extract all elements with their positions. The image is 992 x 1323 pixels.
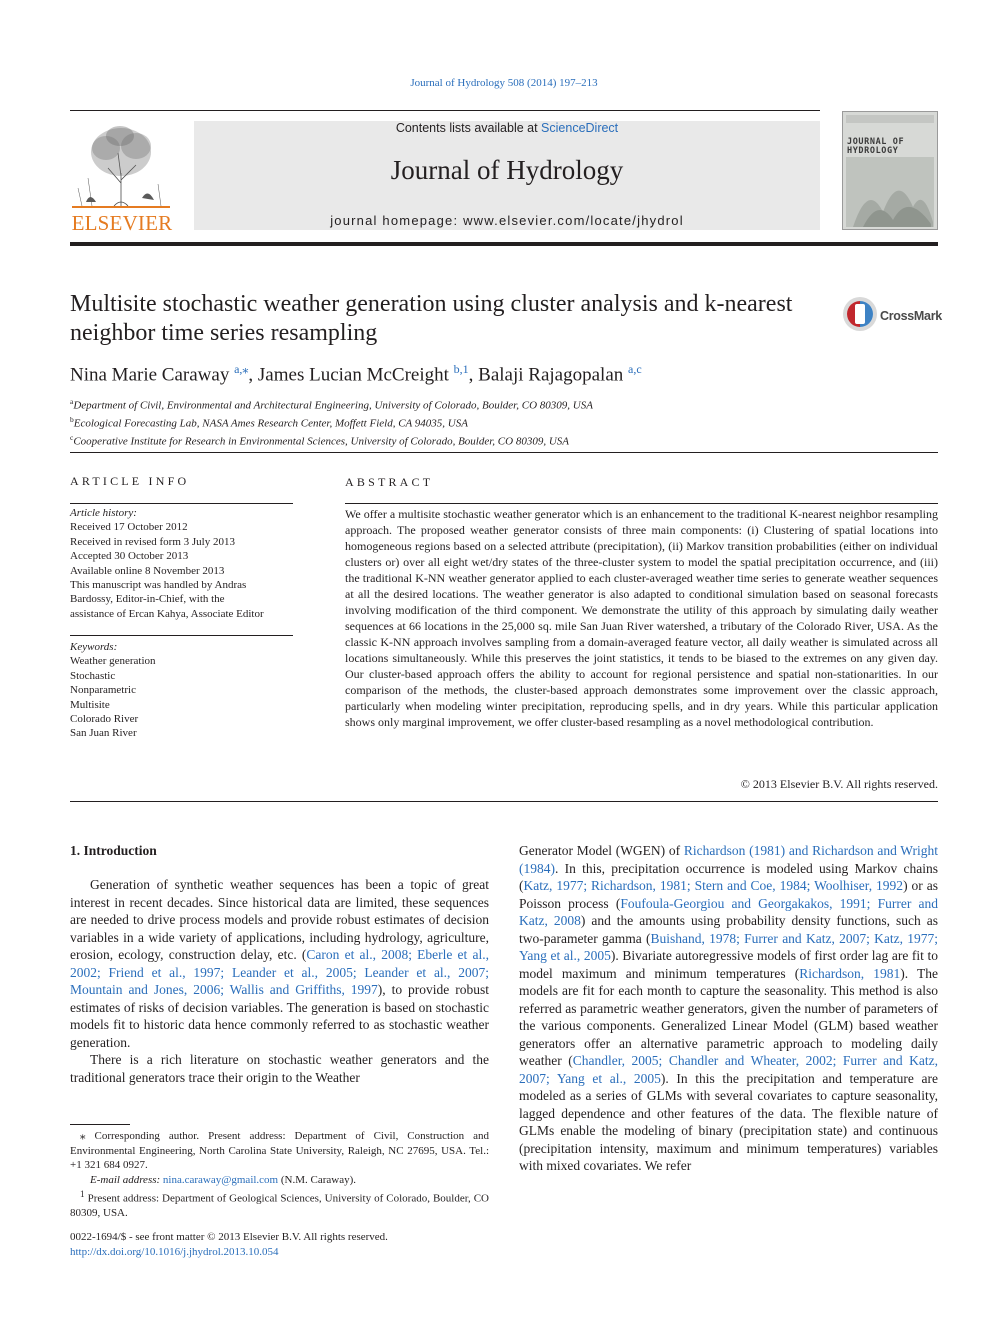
- affiliation-mark: b: [70, 415, 74, 425]
- sciencedirect-link[interactable]: ScienceDirect: [541, 121, 619, 135]
- article-title: Multisite stochastic weather generation using cluster analysis and k-nearest neighbor time series resampling: [70, 291, 793, 346]
- affiliation-item: [70, 395, 930, 413]
- citation-link[interactable]: Foufoula-Georgiou and Georgakakos, 1991; Furrer and Katz, 2008: [519, 895, 939, 928]
- keyword-item: Stochastic: [70, 669, 116, 682]
- cover-art-icon: [843, 112, 938, 230]
- crossmark-icon: [842, 296, 878, 332]
- author-separator: ,: [468, 364, 479, 386]
- keyword-item: San Juan River: [70, 727, 137, 740]
- footnote-corresponding: [70, 1129, 489, 1173]
- issn-line: 0022-1694/$ - see front matter © 2013 Elsevier B.V. All rights reserved.: [70, 1231, 388, 1243]
- keywords-label: Keywords:: [70, 641, 118, 653]
- citation-link[interactable]: Chandler, 2005; Chandler and Wheater, 2002; Furrer and Katz, 2007; Yang et al., 2005: [519, 1053, 938, 1086]
- footnote-text: Corresponding author. Present address: Department of Civil, Construction and Environmental Engineering, North Carolina State University, Raleigh, NC 27695, USA. Tel.: +1 321 684 0927.: [70, 1130, 490, 1171]
- article-info-rule: [70, 503, 293, 504]
- body-text: ), to provide robust estimates of risks of decision variables. The generation is based on stochastic models fit to historic data hence commonly referred to as stochastic weather generation.: [70, 982, 489, 1050]
- footnote-text: Present address: Department of Geological Sciences, University of Colorado, Boulder, CO 80309, USA.: [70, 1192, 490, 1220]
- header-rule: [70, 110, 820, 111]
- author-marks[interactable]: a,⁎: [234, 362, 249, 376]
- body-text: Generation of synthetic weather sequences has been a topic of great interest in recent decades. Since historical data are limited, these sequences are needed to drive process models and provide robust estimates of decision variables in a wide variety of applications, including hydrology, agriculture, erosion, ecology, construction delay, etc. (: [70, 877, 489, 962]
- body-text: ). Bivariate autoregressive models of first order lag are fit to model maximum and minimum temperatures (: [519, 948, 938, 981]
- footnote-mark: 1: [80, 1189, 85, 1199]
- affiliations: [70, 395, 930, 449]
- email-label: E-mail address:: [90, 1173, 161, 1186]
- footnote-1: [70, 1187, 489, 1221]
- cover-title: JOURNAL OF HYDROLOGY: [847, 137, 905, 156]
- intro-right-column: [519, 842, 938, 1175]
- citation-link[interactable]: Caron et al., 2008; Eberle et al., 2002; Friend et al., 1997; Leander et al., 2005; Leander et al., 2007; Mountain and Jones, 2006; Wallis and Griffiths, 1997: [70, 947, 489, 997]
- author-name[interactable]: Nina Marie Caraway: [70, 364, 230, 386]
- journal-citation-link[interactable]: Journal of Hydrology 508 (2014) 197–213: [410, 77, 598, 89]
- email-owner: (N.M. Caraway).: [280, 1173, 357, 1186]
- affiliation-text: Department of Civil, Environmental and Architectural Engineering, University of Colorado, Boulder, CO 80309, USA: [73, 399, 593, 412]
- section-rule: [70, 452, 938, 453]
- author-list: [70, 362, 930, 386]
- footnote-email: [70, 1173, 489, 1188]
- history-line: Received 17 October 2012: [70, 521, 188, 534]
- contents-line: [194, 121, 820, 135]
- author-name[interactable]: James Lucian McCreight: [257, 364, 449, 386]
- affiliation-mark: a: [70, 397, 74, 406]
- email-link[interactable]: nina.caraway@gmail.com: [162, 1173, 279, 1186]
- footnote-rule: [70, 1124, 130, 1125]
- history-line: assistance of Ercan Kahya, Associate Editor: [70, 607, 264, 620]
- body-rule: [70, 801, 938, 802]
- body-text: ). The models are fit for each month to capture the seasonality. This method is also referred as parametric weather generators, given the number of parameters of the various components. Generalized Linear Model (GLM) based weather generators offer an alternative parametric approach to modeling daily weather (: [519, 965, 938, 1068]
- author-name[interactable]: Balaji Rajagopalan: [478, 364, 624, 386]
- keywords-rule: [70, 635, 293, 636]
- author-separator: ,: [248, 364, 258, 386]
- abstract-copyright: © 2013 Elsevier B.V. All rights reserved.: [740, 777, 938, 791]
- bottom-meta: [70, 1230, 570, 1259]
- body-text: Generator Model (WGEN) of: [519, 843, 684, 858]
- history-line: Received in revised form 3 July 2013: [70, 535, 235, 548]
- body-text: ). In this the precipitation and temperature are modeled as a series of GLMs with several covariates to capture seasonality, lagged dependence and other features of the data. The flexible nature of GLMs enable the modeling of binary (precipitation state) and continuous (precipitation intensity, maximum and minimum temperatures) variables with mixed covariates. We refer: [519, 1070, 939, 1173]
- history-label: Article history:: [70, 507, 137, 519]
- author-marks[interactable]: b,1: [453, 362, 469, 376]
- intro-paragraph: There is a rich literature on stochastic weather generators and the traditional generators trace their origin to the Weather: [70, 1052, 489, 1085]
- keyword-item: Nonparametric: [70, 684, 136, 697]
- keyword-item: Weather generation: [70, 655, 156, 668]
- affiliation-item: [70, 413, 930, 431]
- intro-left-column: [70, 876, 489, 1086]
- keyword-item: Multisite: [70, 698, 110, 711]
- affiliation-text: Ecological Forecasting Lab, NASA Ames Research Center, Moffett Field, CA 94035, USA: [73, 417, 468, 430]
- section-heading-introduction: 1. Introduction: [70, 843, 157, 858]
- crossmark-label: CrossMark: [880, 309, 942, 323]
- elsevier-logo[interactable]: [68, 118, 174, 235]
- footnotes: [70, 1129, 489, 1221]
- citation-link[interactable]: Katz, 1977; Richardson, 1981; Stern and Coe, 1984; Woolhiser, 1992: [523, 878, 904, 893]
- doi-link[interactable]: http://dx.doi.org/10.1016/j.jhydrol.2013.10.054: [70, 1245, 279, 1258]
- article-info-heading: ARTICLE INFO: [70, 474, 190, 488]
- author-marks[interactable]: a,c: [628, 362, 642, 376]
- citation-link[interactable]: Buishand, 1978; Furrer and Katz, 2007; Katz, 1977; Yang et al., 2005: [519, 930, 939, 963]
- body-text: ) or as Poisson process (: [519, 878, 938, 911]
- affiliation-mark: c: [70, 433, 74, 443]
- abstract-text: We offer a multisite stochastic weather generator which is an enhancement to the traditional K-nearest neighbor resampling approach. The proposed weather generator consists of three main components: (i) Clustering of spatial locations into homogeneous regions based on a selected attribute (precipitation), (ii) Markov transition probabilities (either on individual clusters or) over all eight wet/dry states of the three-cluster system to model the spatial precipitation occurrence, and (iii) the traditional K-NN weather generator applied to each cluster-averaged weather time series to generate weather sequences at all the desired locations. The weather generator is also adapted to conditional simulation based on seasonal forecasts involving modification of the third component. We demonstrate the utility of this approach by simulating daily weather sequences at 66 locations in the 25,000 sq. mile San Juan River watershed, a tributary of the Colorado River, USA. As the classic K-NN approach involves sampling from a domain-averaged feature vector, all daily weather is simulated across all locations simultaneously. While this preserves the joint statistics, it tends to be biased to the extremes on any given day. Our cluster-based approach offers the ability to account for regional persistence and spatial non-stationarities. In our comparison of the methods, the cluster-based approach demonstrates some improvement over the classic approach, particularly when modeling winter precipitation, reproducing spells, and in dry years. While this particular application shows only marginal improvement, we offer cluster-based resampling as a novel methodological contribution.: [345, 507, 938, 729]
- abstract-heading: ABSTRACT: [345, 475, 434, 489]
- journal-title[interactable]: Journal of Hydrology: [390, 155, 624, 185]
- journal-homepage[interactable]: journal homepage: www.elsevier.com/locate/jhydrol: [330, 213, 684, 228]
- history-line: Accepted 30 October 2013: [70, 550, 189, 563]
- footnote-mark: ⁎: [80, 1130, 86, 1142]
- elsevier-wordmark: ELSEVIER: [71, 211, 173, 235]
- header-thick-rule: [70, 242, 938, 246]
- body-text: . In this, precipitation occurrence is modeled using Markov chains (: [519, 860, 938, 893]
- journal-cover-thumbnail[interactable]: [842, 111, 938, 230]
- keywords: [70, 640, 300, 741]
- citation-link[interactable]: Richardson, 1981: [799, 965, 901, 981]
- contents-prefix: Contents lists available at: [395, 121, 542, 135]
- abstract-rule: [345, 503, 938, 504]
- crossmark-badge[interactable]: [842, 296, 940, 332]
- keyword-item: Colorado River: [70, 713, 139, 726]
- affiliation-item: [70, 431, 930, 449]
- history-line: This manuscript was handled by Andras: [70, 579, 247, 592]
- body-text: ) and the amounts using probability density functions, such as two-parameter gamma (: [519, 913, 939, 946]
- article-history: [70, 506, 300, 621]
- citation-link[interactable]: Richardson (1981) and Richardson and Wright (1984): [519, 843, 939, 876]
- history-line: Bardossy, Editor-in-Chief, with the: [70, 593, 225, 606]
- affiliation-text: Cooperative Institute for Research in Environmental Sciences, University of Colorado, Boulder, CO 80309, USA: [73, 435, 569, 448]
- intro-paragraph: [70, 876, 489, 1051]
- history-line: Available online 8 November 2013: [70, 564, 225, 577]
